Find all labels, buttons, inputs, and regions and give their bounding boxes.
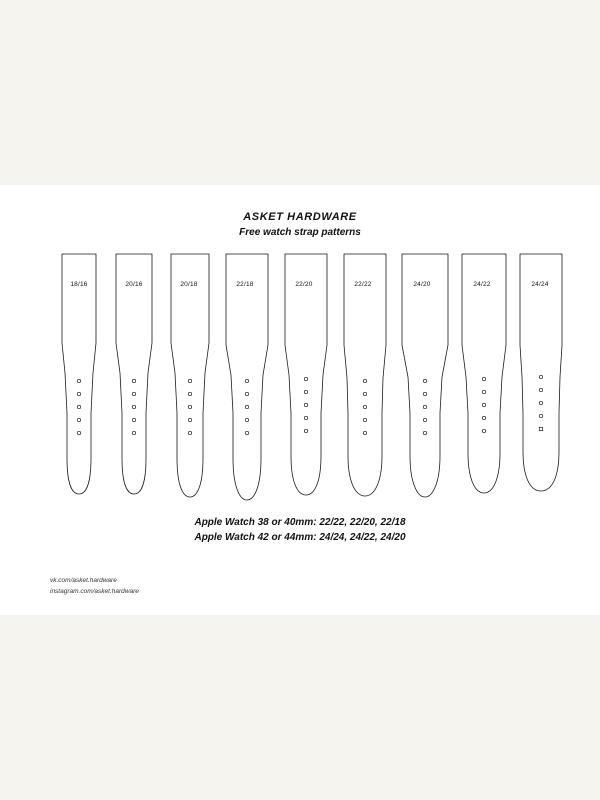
strap-outline-icon (397, 253, 453, 503)
page-title: ASKET HARDWARE (243, 211, 357, 223)
strap-outline-icon (338, 253, 392, 503)
strap-size-label: 22/18 (236, 281, 254, 288)
strap-size-label: 24/22 (473, 281, 491, 288)
document-page (0, 185, 600, 615)
strap-size-label: 20/16 (125, 281, 143, 288)
strap-outline-icon (279, 253, 333, 503)
strap-size-label: 22/22 (354, 281, 372, 288)
strap-outline-icon (515, 253, 567, 503)
strap-outline-icon (109, 253, 159, 503)
strap-pattern (397, 253, 447, 503)
strap-size-label: 22/20 (295, 281, 313, 288)
page-subtitle: Free watch strap patterns (239, 227, 361, 238)
strap-outline-icon (220, 253, 274, 503)
strap-pattern (515, 253, 565, 503)
strap-pattern (338, 253, 388, 503)
compatibility-notes (0, 515, 600, 545)
strap-outline-icon (54, 253, 104, 503)
strap-pattern (279, 253, 329, 503)
strap-outline-icon (164, 253, 216, 503)
footer-links (50, 575, 139, 597)
footer-link-vk[interactable]: vk.com/asket.hardware (50, 577, 117, 584)
strap-size-label: 24/20 (413, 281, 431, 288)
strap-size-label: 24/24 (531, 281, 549, 288)
strap-pattern (457, 253, 507, 503)
strap-pattern (109, 253, 159, 503)
strap-size-label: 20/18 (180, 281, 198, 288)
note-line: Apple Watch 38 or 40mm: 22/22, 22/20, 22/18 (194, 517, 406, 528)
strap-pattern (220, 253, 270, 503)
title-block (0, 210, 600, 240)
note-line: Apple Watch 42 or 44mm: 24/24, 24/22, 24/20 (194, 532, 406, 543)
strap-size-label: 18/16 (70, 281, 88, 288)
strap-outline-icon (457, 253, 511, 503)
pattern-row (54, 253, 552, 503)
strap-pattern (164, 253, 214, 503)
strap-pattern (54, 253, 104, 503)
footer-link-instagram[interactable]: instagram.com/asket.hardware (50, 588, 139, 595)
